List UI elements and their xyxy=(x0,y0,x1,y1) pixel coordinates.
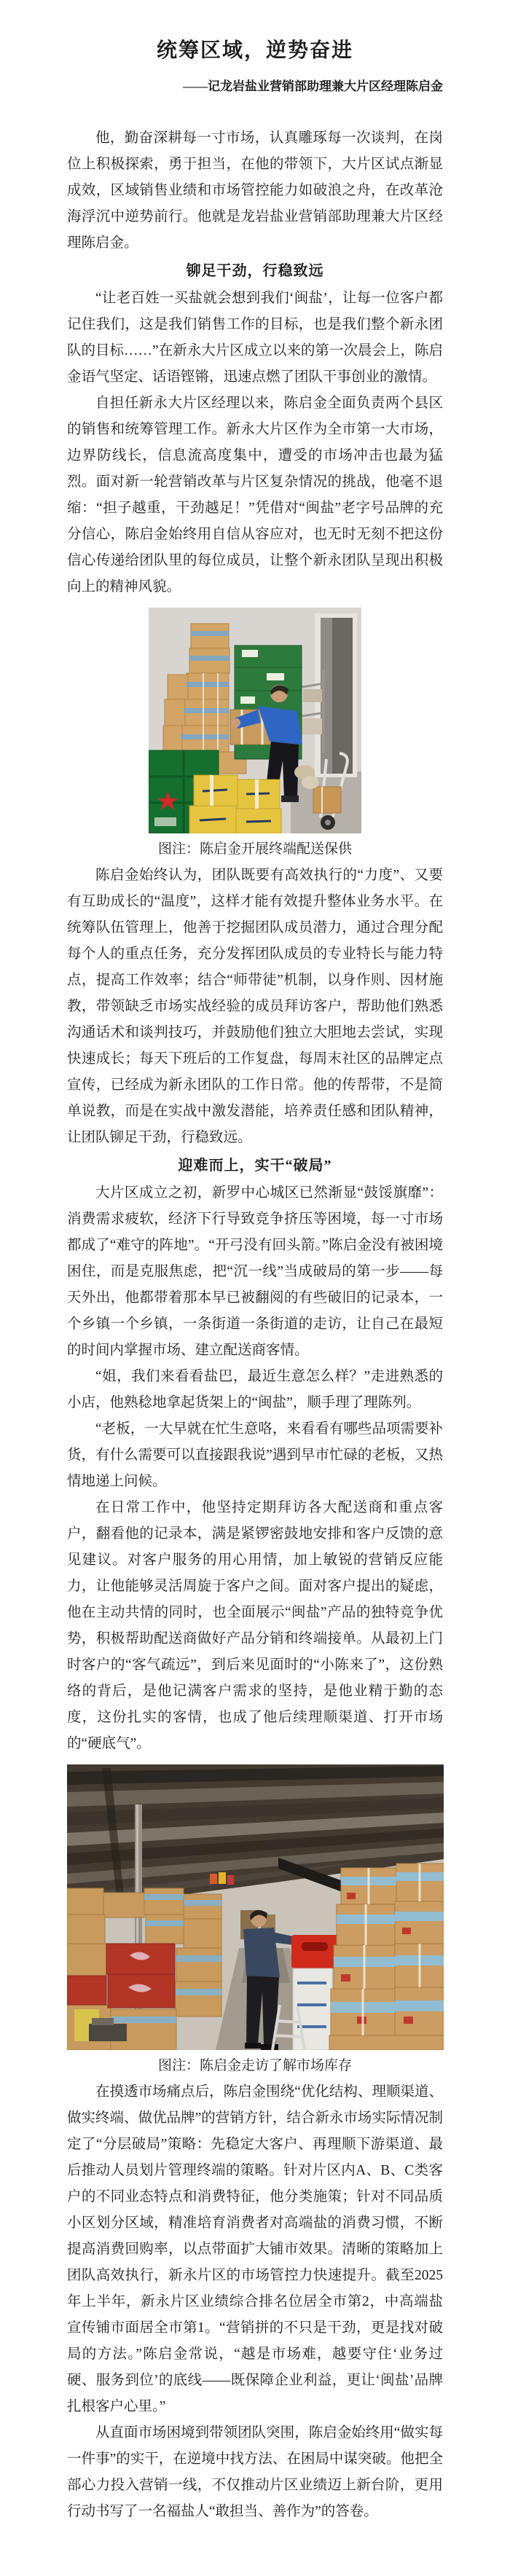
paragraph-conclusion: 从直面市场困境到带领团队突围，陈启金始终用“做实每一件事”的实干，在逆境中找方法、在困局中谋突破。他把全部心力投入营销一线，不仅推动片区业绩迈上新台阶，更用行动书写了一名福盐人“敢担当、善作为”的答卷。 xyxy=(67,2425,443,2519)
paragraph-team-building: 陈启金始终认为，团队既要有高效执行的“力度”、又要有互助成长的“温度”，这样才能有效提升整体业务水平。在统筹队伍管理上，他善于挖掘团队成员潜力，通过合理分配每个人的重点任务，充分发挥团队成员的专业特长与能力特点，提高工作效率；结合“师带徒”机制，以身作则、因材施教，带领缺乏市场实战经验的成员拜访客户，帮助他们熟悉沟通话术和谈判技巧，并鼓励他们独立大胆地去尝试，实现快速成长；每天下班后的工作复盘，每周末社区的品牌定点宣传，已经成为新永团队的工作日常。他的传帮带，不是简单说教，而是在实战中激发潜能，培养责任感和团队精神，让团队铆足干劲，行稳致远。 xyxy=(67,868,443,1145)
figure-warehouse-visit xyxy=(67,1764,443,2079)
photo-warehouse-visit-image xyxy=(67,1764,444,2050)
article-subtitle: ——记龙岩盐业营销部助理兼大片区经理陈启金 xyxy=(183,79,443,93)
photo-caption-2: 图注：陈启金走访了解市场库存 xyxy=(157,2058,352,2073)
yellow-boxes xyxy=(189,775,281,833)
paragraph-customer-relations: 在日常工作中，他坚持定期拜访各大配送商和重点客户，翻看他的记录本，满是紧锣密鼓地安排和客户反馈的意见建议。对客户服务的用心用情，加上敏锐的营销反应能力，让他能够灵活周旋于客户之间。面对客户提出的疑虑，他在主动共情的同时，也全面展示“闽盐”产品的独特竞争优势，积极帮助配送商做好产品分销和终端接单。从最初上门时客户的“客气疏远”，到后来见面时的“小陈来了”，这份熟络的背后，是他记满客户需求的坚持，是他业精于勤的态度，这份扎实的客情，也成了他后续理顺渠道、打开市场的“硬底气”。 xyxy=(67,1500,443,1751)
paragraph-market-difficulty: 大片区成立之初，新罗中心城区已然渐显“鼓馁旗靡”：消费需求疲软，经济下行导致竞争挤压等困境，每一寸市场都成了“难守的阵地”。“开弓没有回头箭。”陈启金没有被困境困住，而是克服焦虑，把“沉一线”当成破局的第一步——每天外出，他都带着那本早已被翻阅的有些破旧的记录本，一个乡镇一个乡镇，一条街道一条街道的走访，让自己在最短的时间内掌握市场、建立配送商客情。 xyxy=(67,1185,443,1358)
hand-truck-box xyxy=(313,787,341,813)
article-title: 统筹区域，逆势奋进 xyxy=(156,39,353,62)
paragraph-store-visit-quote-2: “老板，一大早就在忙生意咯，来看看有哪些品项需要补货，有什么需要可以直接跟我说”遇到早市忙碌的老板，又热情地递上问候。 xyxy=(67,1421,443,1489)
figure-terminal-delivery xyxy=(67,608,443,863)
photo-caption-1: 图注：陈启金开展终端配送保供 xyxy=(157,841,352,857)
paragraph-intro: 他，勤奋深耕每一寸市场，认真雕琢每一次谈判，在岗位上积极探索，勇于担当，在他的带领下，大片区试点渐显成效，区域销售业绩和市场管控能力如破浪之舟，在改革沧海浮沉中逆势前行。他就是龙岩盐业营销部助理兼大片区经理陈启金。 xyxy=(67,130,443,251)
photo-terminal-delivery-image xyxy=(149,608,361,833)
section-heading-1: 铆足干劲，行稳致远 xyxy=(186,263,324,279)
right-box-stacks xyxy=(329,1864,444,2050)
paragraph-morning-meeting: “让老百姓一买盐就会想到我们‘闽盐’，让每一位客户都记住我们，这是我们销售工作的目标，也是我们整个新永团队的目标……”在新永大片区成立以来的第一次晨会上，陈启金语气坚定、话语铿锵，迅速点燃了团队干事创业的激情。 xyxy=(67,291,443,385)
section-heading-2: 迎难而上，实干“破局” xyxy=(178,1158,332,1174)
paragraph-strategy-results: 在摸透市场痛点后，陈启金围绕“优化结构、理顺渠道、做实终端、做优品牌”的营销方针，结合新永市场实际情况制定了“分层破局”策略：先稳定大客户、再理顺下游渠道、最后推动人员划片管理终端的策略。针对片区内A、B、C类客户的不同业态特点和消费特征，他分类施策；针对不同品质小区划分区域，精准培育消费者对高端盐的消费习惯，不断提高消费回购率，以点带面扩大铺市效果。清晰的策略加上团队高效执行，新永片区的市场管控力快速提升。截至2025年上半年，新永片区业绩综合排名位居全市第2，中高端盐宣传铺市面居全市第1。“营销拼的不只是干劲，更是找对破局的方法。”陈启金常说，“越是市场难，越要守住‘业务过硬、服务到位’的底线——既保障企业利益，更让‘闽盐’品牌扎根客户心里。” xyxy=(67,2084,443,2414)
paragraph-store-visit-quote-1: “姐，我们来看看盐巴，最近生意怎么样？”走进熟悉的小店，他熟稔地拿起货架上的“闽盐”，顺手理了理陈列。 xyxy=(67,1369,443,1410)
paragraph-responsibility: 自担任新永大片区经理以来，陈启金全面负责两个县区的销售和统筹管理工作。新永大片区作为全市第一大市场，边界防线长，信息流高度集中，遭受的市场冲击也最为猛烈。面对新一轮营销改革与片区复杂情况的挑战，他毫不退缩：“担子越重，干劲越足！”凭借对“闽盐”老字号品牌的充分信心，陈启金始终用自信从容应对，也无时无刻不把这份信心传递给团队里的每位成员，让整个新永团队呈现出积极向上的精神风貌。 xyxy=(67,396,443,594)
